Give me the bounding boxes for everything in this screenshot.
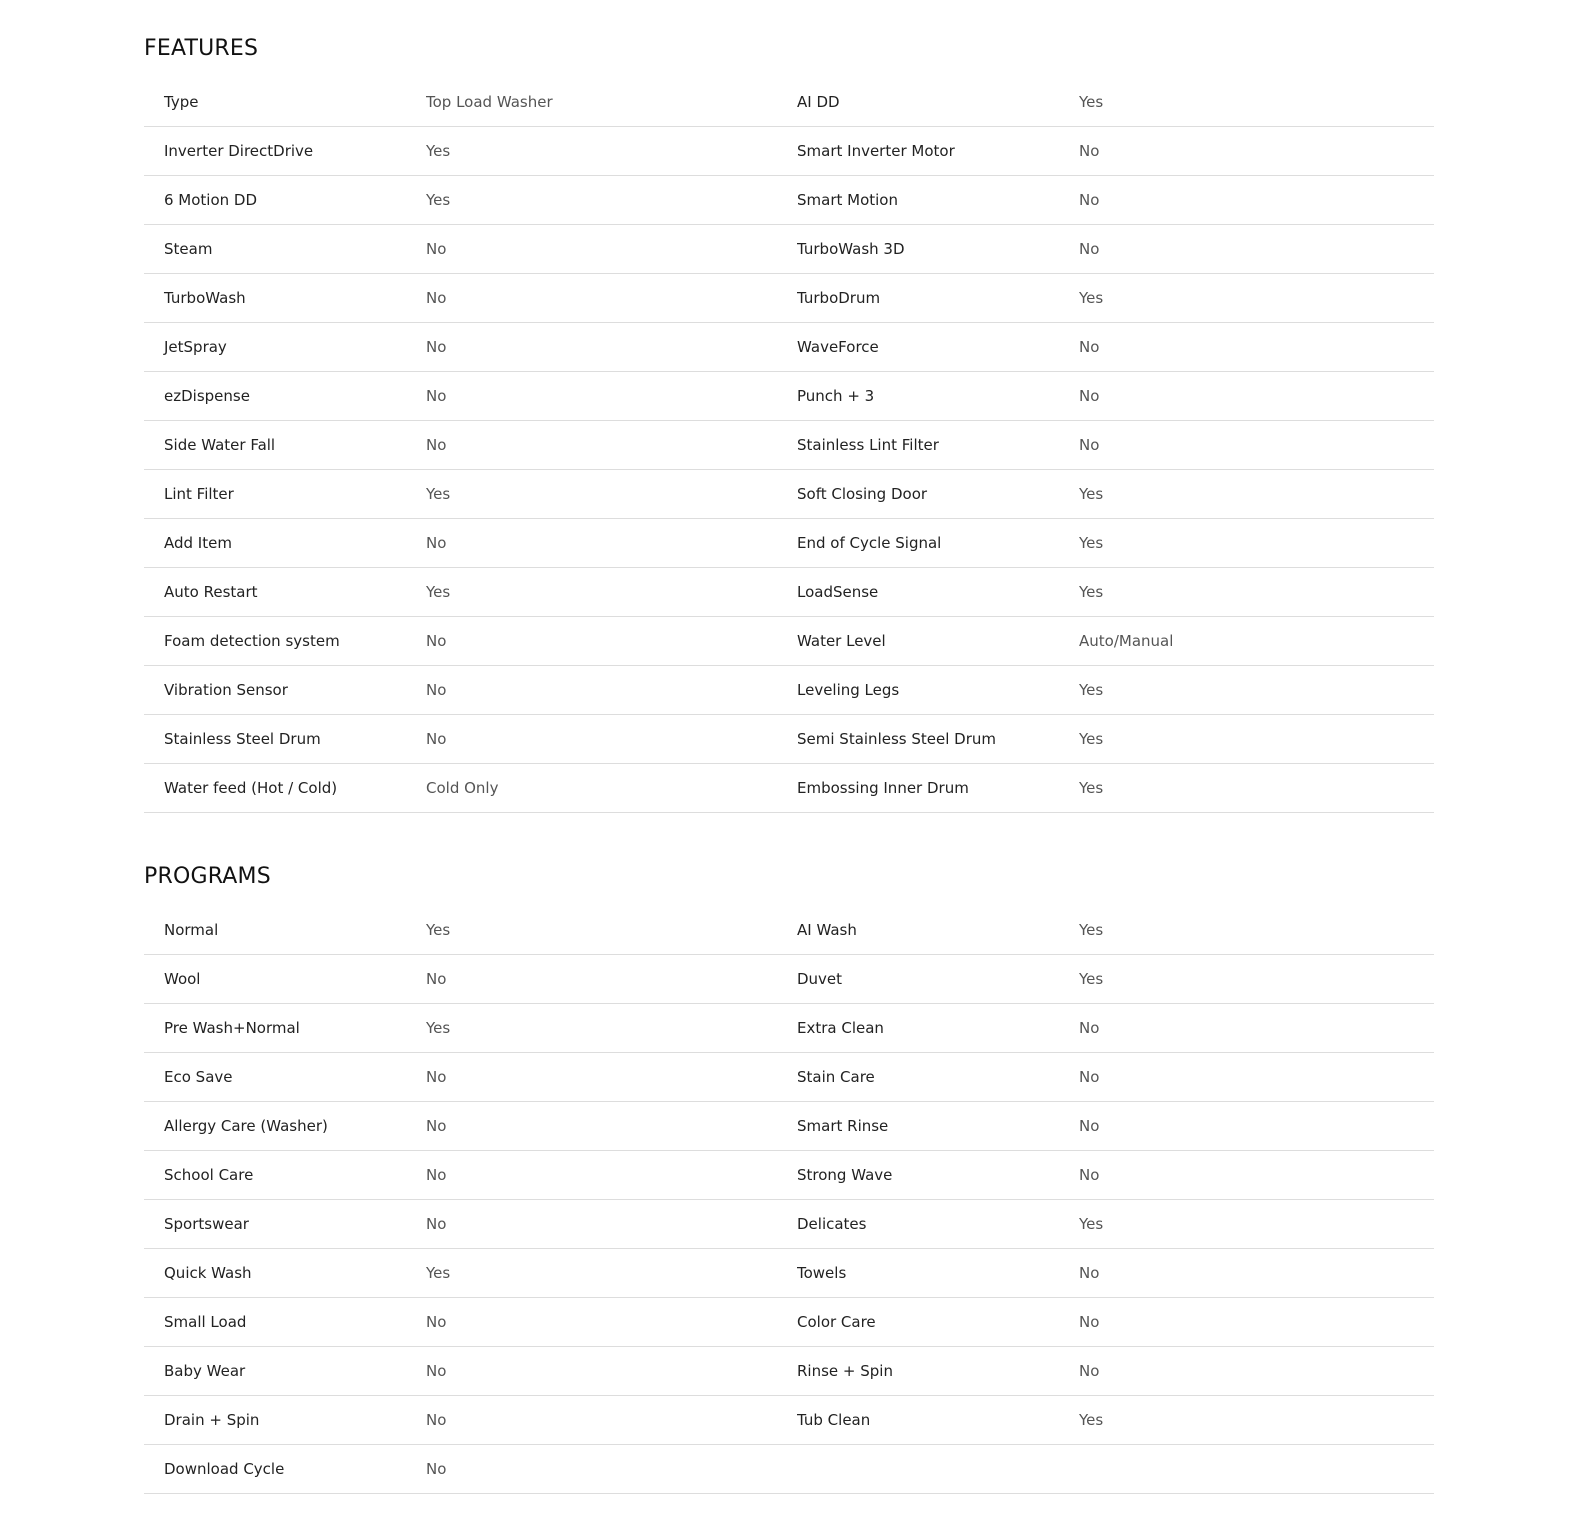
spec-value: No xyxy=(426,632,447,650)
spec-label: Lint Filter xyxy=(164,485,234,503)
spec-container xyxy=(144,0,1434,1494)
table-row xyxy=(144,78,1434,127)
spec-label: Normal xyxy=(164,921,219,939)
spec-value: No xyxy=(1079,1117,1100,1135)
spec-value: No xyxy=(426,1068,447,1086)
spec-label: Stainless Lint Filter xyxy=(797,436,939,454)
spec-value: No xyxy=(426,240,447,258)
spec-label: Water Level xyxy=(797,632,886,650)
spec-label: Stainless Steel Drum xyxy=(164,730,321,748)
spec-label: Allergy Care (Washer) xyxy=(164,1117,328,1135)
spec-value: No xyxy=(1079,142,1100,160)
table-row xyxy=(144,1200,1434,1249)
table-row xyxy=(144,1396,1434,1445)
table-row xyxy=(144,323,1434,372)
spec-value: No xyxy=(426,338,447,356)
spec-label: Tub Clean xyxy=(797,1411,871,1429)
spec-label: 6 Motion DD xyxy=(164,191,258,209)
spec-value: No xyxy=(1079,1166,1100,1184)
table-row xyxy=(144,372,1434,421)
spec-label: Semi Stainless Steel Drum xyxy=(797,730,996,748)
spec-label: Quick Wash xyxy=(164,1264,252,1282)
spec-value: Yes xyxy=(1079,583,1104,601)
spec-label: Smart Rinse xyxy=(797,1117,889,1135)
spec-label: Duvet xyxy=(797,970,843,988)
spec-label: Baby Wear xyxy=(164,1362,246,1380)
table-row xyxy=(144,421,1434,470)
spec-label: Download Cycle xyxy=(164,1460,285,1478)
spec-value: No xyxy=(426,1166,447,1184)
spec-value: No xyxy=(426,1460,447,1478)
spec-value: Yes xyxy=(1079,921,1104,939)
spec-value: Yes xyxy=(1079,93,1104,111)
table-row xyxy=(144,1102,1434,1151)
spec-label: Pre Wash+Normal xyxy=(164,1019,300,1037)
spec-value: No xyxy=(426,436,447,454)
spec-label: School Care xyxy=(164,1166,254,1184)
spec-label: Add Item xyxy=(164,534,232,552)
table-row xyxy=(144,1151,1434,1200)
spec-label: Eco Save xyxy=(164,1068,233,1086)
spec-value: Cold Only xyxy=(426,779,499,797)
spec-label: Strong Wave xyxy=(797,1166,893,1184)
spec-label: Stain Care xyxy=(797,1068,875,1086)
spec-value: Yes xyxy=(1079,534,1104,552)
spec-value: No xyxy=(426,1313,447,1331)
spec-label: TurboWash xyxy=(164,289,246,307)
spec-value: Yes xyxy=(426,1264,451,1282)
spec-label: Smart Inverter Motor xyxy=(797,142,955,160)
spec-label: Inverter DirectDrive xyxy=(164,142,314,160)
table-row xyxy=(144,955,1434,1004)
table-row xyxy=(144,1004,1434,1053)
spec-label: Vibration Sensor xyxy=(164,681,288,699)
spec-label: Wool xyxy=(164,970,201,988)
spec-label: End of Cycle Signal xyxy=(797,534,942,552)
spec-value: No xyxy=(426,681,447,699)
spec-value: No xyxy=(426,1117,447,1135)
table-row xyxy=(144,176,1434,225)
spec-label: Foam detection system xyxy=(164,632,340,650)
spec-value: Yes xyxy=(426,485,451,503)
spec-label: JetSpray xyxy=(164,338,227,356)
table-row xyxy=(144,906,1434,955)
spec-label: Side Water Fall xyxy=(164,436,276,454)
spec-value: No xyxy=(426,1215,447,1233)
programs-table xyxy=(144,906,1434,1494)
spec-label: Color Care xyxy=(797,1313,876,1331)
spec-label: Type xyxy=(164,93,199,111)
spec-value: No xyxy=(426,387,447,405)
spec-label: Towels xyxy=(797,1264,847,1282)
spec-value: Yes xyxy=(426,1019,451,1037)
spec-value: No xyxy=(426,730,447,748)
spec-label: Sportswear xyxy=(164,1215,249,1233)
spec-label: Smart Motion xyxy=(797,191,898,209)
spec-label: ezDispense xyxy=(164,387,250,405)
spec-label: Rinse + Spin xyxy=(797,1362,893,1380)
table-row xyxy=(144,470,1434,519)
spec-label: Soft Closing Door xyxy=(797,485,928,503)
table-row xyxy=(144,1249,1434,1298)
spec-value: No xyxy=(1079,240,1100,258)
spec-label: Steam xyxy=(164,240,213,258)
spec-value: Yes xyxy=(426,583,451,601)
spec-value: No xyxy=(1079,1313,1100,1331)
spec-value: Auto/Manual xyxy=(1079,632,1174,650)
table-row xyxy=(144,519,1434,568)
spec-label: Water feed (Hot / Cold) xyxy=(164,779,338,797)
spec-value: No xyxy=(1079,1019,1100,1037)
spec-value: Yes xyxy=(1079,730,1104,748)
spec-label: AI DD xyxy=(797,93,840,111)
spec-value: Top Load Washer xyxy=(426,93,553,111)
spec-label: LoadSense xyxy=(797,583,879,601)
table-row xyxy=(144,274,1434,323)
spec-value: No xyxy=(426,534,447,552)
spec-value: No xyxy=(1079,1264,1100,1282)
table-row xyxy=(144,715,1434,764)
table-row xyxy=(144,764,1434,813)
spec-label: Leveling Legs xyxy=(797,681,900,699)
table-row xyxy=(144,1298,1434,1347)
spec-label: Auto Restart xyxy=(164,583,258,601)
spec-value: No xyxy=(1079,191,1100,209)
spec-value: Yes xyxy=(1079,485,1104,503)
table-row xyxy=(144,1347,1434,1396)
spec-value: Yes xyxy=(1079,970,1104,988)
table-row xyxy=(144,568,1434,617)
spec-value: No xyxy=(1079,436,1100,454)
features-table xyxy=(144,78,1434,813)
spec-value: Yes xyxy=(426,142,451,160)
spec-value: No xyxy=(426,289,447,307)
spec-label: Embossing Inner Drum xyxy=(797,779,969,797)
spec-label: WaveForce xyxy=(797,338,879,356)
spec-label: TurboDrum xyxy=(797,289,881,307)
table-row xyxy=(144,617,1434,666)
spec-label: TurboWash 3D xyxy=(797,240,905,258)
spec-label: Drain + Spin xyxy=(164,1411,260,1429)
table-row xyxy=(144,225,1434,274)
spec-value: Yes xyxy=(1079,1215,1104,1233)
spec-value: Yes xyxy=(1079,681,1104,699)
spec-label: Punch + 3 xyxy=(797,387,875,405)
spec-value: Yes xyxy=(1079,1411,1104,1429)
spec-value: Yes xyxy=(426,191,451,209)
table-row xyxy=(144,1445,1434,1494)
spec-label: Small Load xyxy=(164,1313,247,1331)
spec-value: No xyxy=(426,1411,447,1429)
spec-value: No xyxy=(1079,1362,1100,1380)
features-heading: FEATURES xyxy=(144,36,259,61)
spec-value: No xyxy=(426,1362,447,1380)
spec-value: No xyxy=(1079,387,1100,405)
programs-heading: PROGRAMS xyxy=(144,864,271,889)
spec-label: AI Wash xyxy=(797,921,857,939)
spec-value: No xyxy=(426,970,447,988)
table-row xyxy=(144,1053,1434,1102)
spec-value: Yes xyxy=(1079,289,1104,307)
spec-value: Yes xyxy=(426,921,451,939)
table-row xyxy=(144,666,1434,715)
spec-value: No xyxy=(1079,338,1100,356)
spec-value: No xyxy=(1079,1068,1100,1086)
spec-value: Yes xyxy=(1079,779,1104,797)
spec-label: Delicates xyxy=(797,1215,867,1233)
table-row xyxy=(144,127,1434,176)
spec-label: Extra Clean xyxy=(797,1019,884,1037)
